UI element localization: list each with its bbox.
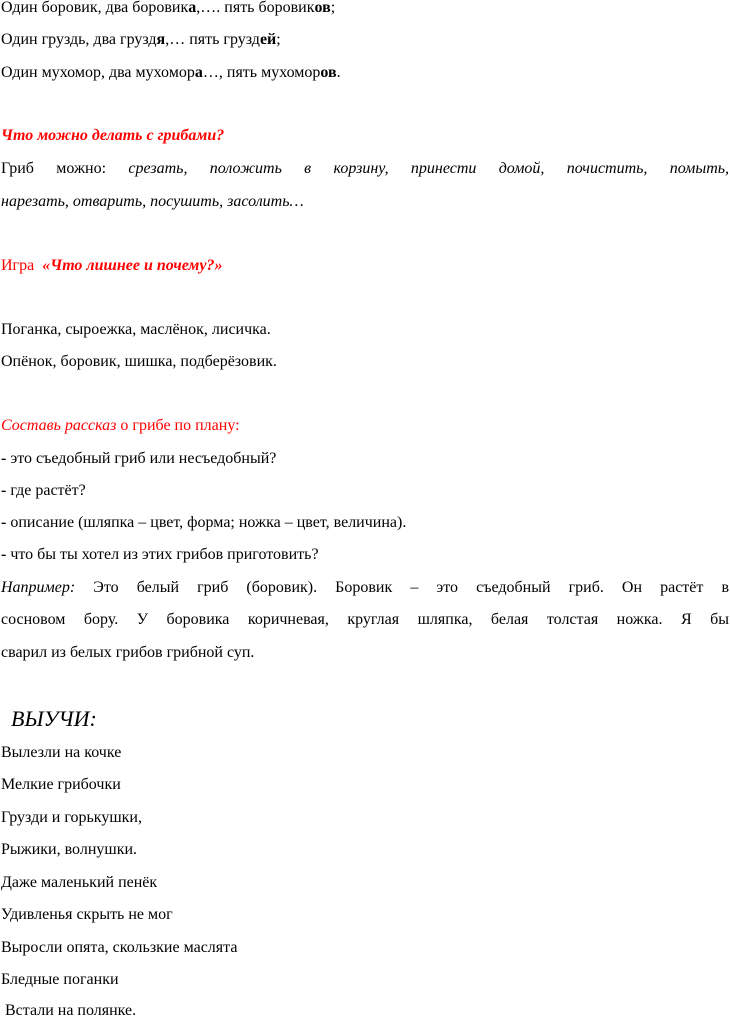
- counting-line-boletus: [1, 0, 335, 18]
- plan-dash: -: [1, 450, 7, 467]
- game-heading: [1, 256, 223, 276]
- plan-dash: -: [1, 482, 7, 499]
- counting-ending: ов: [314, 0, 331, 16]
- counting-text: Один боровик, два боровик: [1, 0, 189, 16]
- poem-line: Грузди и горькушки,: [1, 809, 142, 826]
- example-label: Например:: [1, 579, 76, 596]
- plan-item: [1, 481, 86, 501]
- story-intro-rest: о грибе по плану:: [120, 417, 240, 434]
- counting-text: Один мухомор, два мухомор: [1, 64, 195, 81]
- plan-item: [1, 449, 276, 469]
- game-row-2: Опёнок, боровик, шишка, подберёзовик.: [1, 353, 277, 370]
- game-title: «Что лишнее и почему?»: [42, 257, 223, 274]
- actions-list: срезать, положить в корзину, принести домой, почистить, помыть,: [128, 160, 730, 177]
- plan-dash: -: [1, 514, 7, 531]
- actions-question: Что можно делать с грибами?: [1, 127, 225, 144]
- poem-line: Даже маленький пенёк: [1, 874, 158, 891]
- plan-text: что бы ты хотел из этих грибов приготовить?: [10, 546, 319, 563]
- counting-text: ;: [276, 31, 281, 48]
- game-label: Игра: [1, 257, 35, 274]
- actions-lead: Гриб можно:: [1, 160, 107, 177]
- counting-text: ,… пять грузд: [165, 31, 260, 48]
- example-line-1: [1, 578, 729, 598]
- plan-item: [1, 545, 319, 565]
- plan-text: где растёт?: [10, 482, 86, 499]
- example-line-2: сосновом бору. У боровика коричневая, круглая шляпка, белая толстая ножка. Я бы: [1, 611, 729, 628]
- counting-text: .: [336, 64, 341, 81]
- counting-text: Один груздь, два грузд: [1, 31, 157, 48]
- poem-line: Встали на полянке.: [1, 1002, 137, 1019]
- example-text: Это белый гриб (боровик). Боровик – это съедобный гриб. Он растёт в: [93, 579, 730, 596]
- counting-ending: ов: [320, 64, 337, 81]
- poem-heading: ВЫУЧИ:: [11, 706, 97, 731]
- poem-line: Рыжики, волнушки.: [1, 841, 138, 858]
- story-intro-italic: Составь рассказ: [1, 417, 117, 434]
- counting-ending: ей: [259, 31, 277, 48]
- counting-line-milkcap: [1, 30, 281, 50]
- counting-ending: а: [194, 64, 203, 81]
- game-row-1: Поганка, сыроежка, маслёнок, лисичка.: [1, 321, 271, 338]
- actions-line-1: [1, 159, 729, 179]
- counting-ending: а: [188, 0, 197, 16]
- plan-text: описание (шляпка – цвет, форма; ножка – цвет, величина).: [10, 514, 407, 531]
- plan-text: это съедобный гриб или несъедобный?: [10, 450, 277, 467]
- poem-line: Выросли опята, скользкие маслята: [1, 939, 238, 956]
- story-intro: [1, 416, 240, 436]
- plan-dash: -: [1, 546, 7, 563]
- counting-text: ;: [330, 0, 336, 16]
- counting-ending: я: [156, 31, 166, 48]
- counting-text: …, пять мухомор: [202, 64, 321, 81]
- actions-line-2: нарезать, отварить, посушить, засолить…: [1, 193, 304, 210]
- poem-line: Бледные поганки: [1, 971, 119, 988]
- counting-text: ,…. пять боровик: [196, 0, 315, 16]
- poem-line: Удивленья скрыть не мог: [1, 906, 173, 923]
- plan-item: [1, 513, 406, 533]
- poem-line: Мелкие грибочки: [1, 776, 121, 793]
- counting-line-flyagaric: [1, 63, 341, 83]
- poem-line: Вылезли на кочке: [1, 744, 122, 761]
- example-line-3: сварил из белых грибов грибной суп.: [1, 644, 255, 661]
